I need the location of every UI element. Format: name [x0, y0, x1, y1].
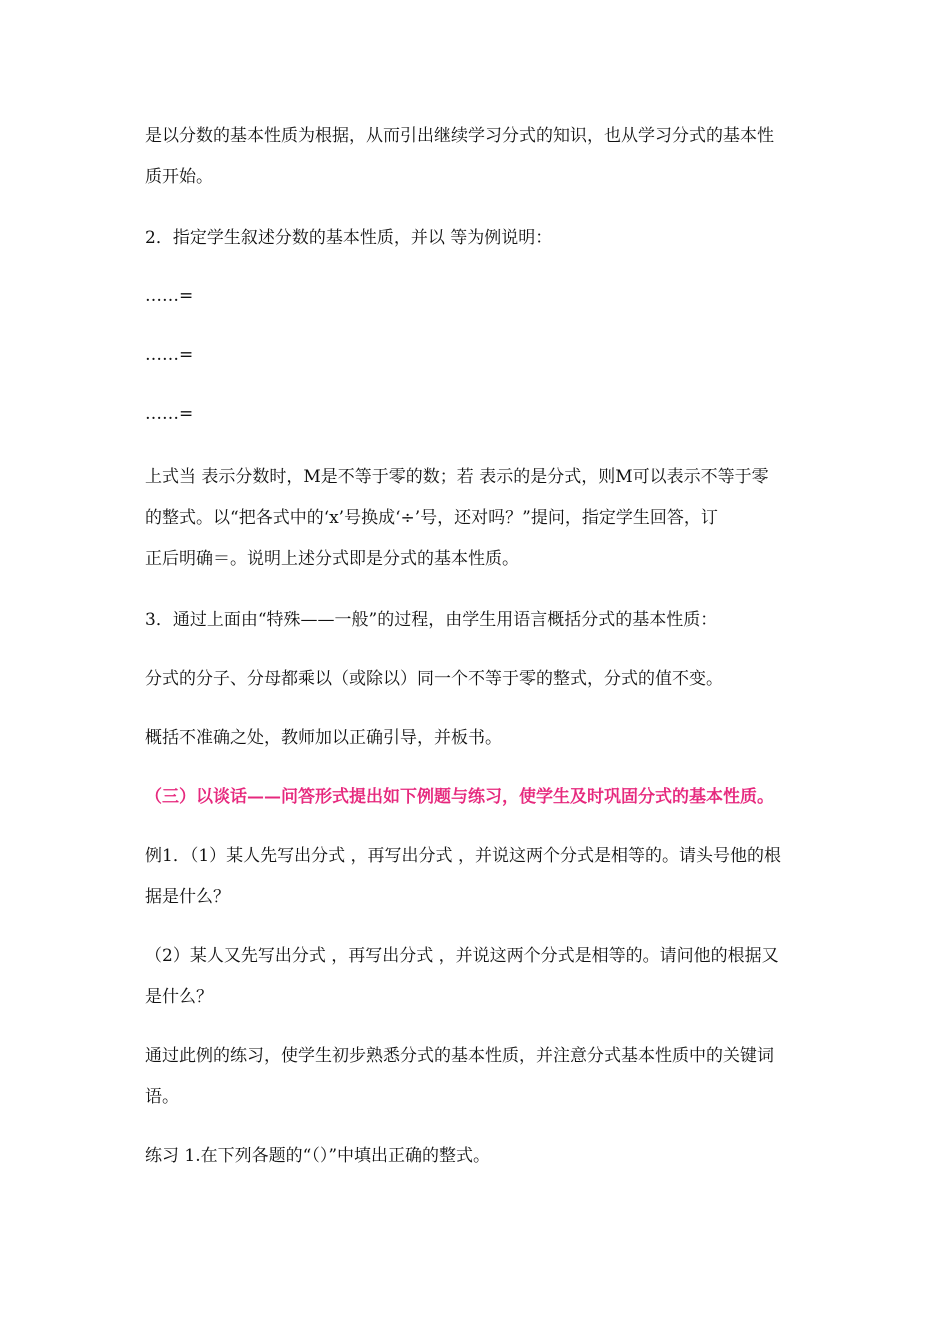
text-line: 质开始。: [145, 167, 213, 187]
paragraph-teacher-note: 概括不准确之处，教师加以正确引导，并板书。: [145, 728, 502, 748]
paragraph-example-1: [145, 836, 810, 918]
text-line: 通过此例的练习，使学生初步熟悉分式的基本性质，并注意分式基本性质中的关键词: [145, 1046, 774, 1066]
equation-line-3: ……=: [145, 404, 194, 424]
text-line: 的整式。以“把各式中的‘x’号换成‘÷’号，还对吗？”提问，指定学生回答，订: [145, 508, 718, 528]
equation-line-2: ……=: [145, 345, 194, 365]
paragraph-explanation: [145, 457, 810, 580]
paragraph-exercise-1: 练习 1.在下列各题的“（）”中填出正确的整式。: [145, 1146, 491, 1166]
text-line: 上式当 表示分数时，M是不等于零的数；若 表示的是分式，则M可以表示不等于零: [145, 467, 769, 487]
paragraph-practice-purpose: [145, 1036, 810, 1118]
text-line: 是什么？: [145, 987, 213, 1007]
text-line: 正后明确＝。说明上述分式即是分式的基本性质。: [145, 549, 519, 569]
paragraph-property-statement: 分式的分子、分母都乘以（或除以）同一个不等于零的整式，分式的值不变。: [145, 669, 723, 689]
paragraph-intro: [145, 116, 810, 198]
section-heading-3: （三）以谈话——问答形式提出如下例题与练习，使学生及时巩固分式的基本性质。: [145, 787, 774, 807]
text-line: （2）某人又先写出分式 ，再写出分式 ，并说这两个分式是相等的。请问他的根据又: [145, 946, 779, 966]
equation-line-1: ……=: [145, 286, 194, 306]
text-line: 例1．（1）某人先写出分式 ，再写出分式 ，并说这两个分式是相等的。请头号他的根: [145, 846, 781, 866]
text-line: 是以分数的基本性质为根据，从而引出继续学习分式的知识，也从学习分式的基本性: [145, 126, 774, 146]
text-line: 据是什么？: [145, 887, 230, 907]
text-line: 语。: [145, 1087, 179, 1107]
paragraph-step-2: 2．指定学生叙述分数的基本性质，并以 等为例说明：: [145, 228, 553, 248]
paragraph-step-3: 3．通过上面由“特殊——一般”的过程，由学生用语言概括分式的基本性质：: [145, 610, 718, 630]
paragraph-example-1-part-2: [145, 936, 810, 1018]
